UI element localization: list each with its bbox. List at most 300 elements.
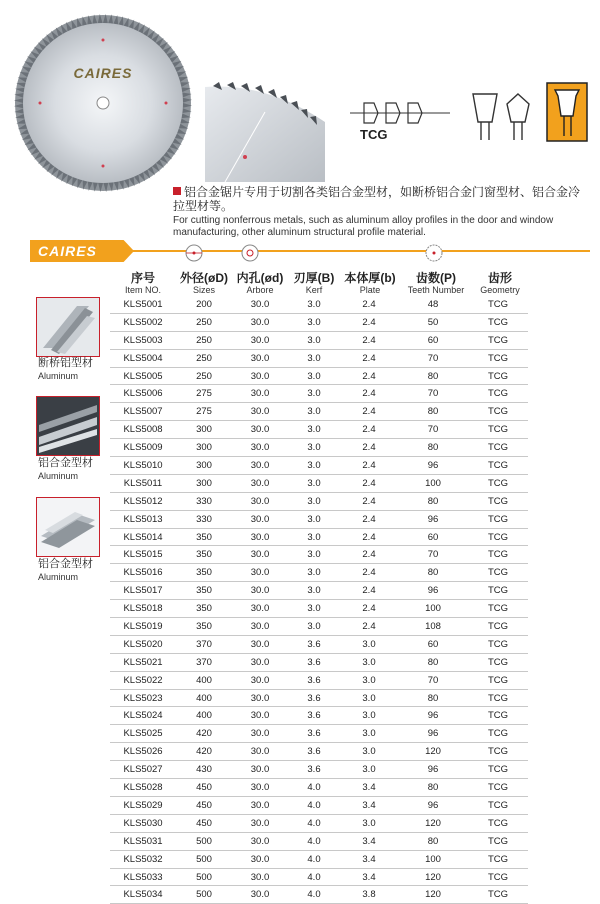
table-row xyxy=(110,332,528,350)
cell-item-no: KLS5027 xyxy=(123,764,163,776)
table-row xyxy=(110,654,528,672)
table-row xyxy=(110,886,528,904)
cell-kerf: 3.6 xyxy=(307,746,321,758)
table-row xyxy=(110,385,528,403)
cell-plate: 3.4 xyxy=(362,853,376,865)
cell-plate: 3.0 xyxy=(362,674,376,686)
cell-arbor: 30.0 xyxy=(250,585,270,597)
table-row xyxy=(110,314,528,332)
cell-size: 350 xyxy=(196,603,212,615)
cell-item-no: KLS5031 xyxy=(123,835,163,847)
cell-size: 275 xyxy=(196,406,212,418)
cell-arbor: 30.0 xyxy=(250,746,270,758)
cell-plate: 2.4 xyxy=(362,495,376,507)
cell-teeth: 70 xyxy=(427,388,439,400)
cell-size: 330 xyxy=(196,513,212,525)
cell-teeth: 80 xyxy=(427,835,439,847)
cell-size: 250 xyxy=(196,352,212,364)
cell-arbor: 30.0 xyxy=(250,853,270,865)
cell-item-no: KLS5003 xyxy=(123,334,163,346)
cell-plate: 2.4 xyxy=(362,460,376,472)
cell-geometry: TCG xyxy=(487,782,509,794)
cell-size: 400 xyxy=(196,674,212,686)
cell-teeth: 100 xyxy=(425,603,441,615)
cell-item-no: KLS5022 xyxy=(123,674,163,686)
table-row xyxy=(110,564,528,582)
teeth-closeup-image xyxy=(205,82,325,182)
cell-kerf: 3.0 xyxy=(307,567,321,579)
cell-item-no: KLS5010 xyxy=(123,460,163,472)
cell-geometry: TCG xyxy=(487,531,509,543)
cell-geometry: TCG xyxy=(487,835,509,847)
cell-size: 400 xyxy=(196,710,212,722)
cell-kerf: 3.6 xyxy=(307,656,321,668)
cell-item-no: KLS5020 xyxy=(123,638,163,650)
cell-teeth: 108 xyxy=(425,621,441,633)
cell-item-no: KLS5034 xyxy=(123,889,163,901)
cell-geometry: TCG xyxy=(487,370,509,382)
cell-arbor: 30.0 xyxy=(250,549,270,561)
table-row xyxy=(110,833,528,851)
cell-kerf: 3.0 xyxy=(307,388,321,400)
bullet-square-icon xyxy=(173,187,181,195)
cell-item-no: KLS5029 xyxy=(123,799,163,811)
table-row xyxy=(110,725,528,743)
cell-geometry: TCG xyxy=(487,495,509,507)
cell-kerf: 3.0 xyxy=(307,352,321,364)
description-en: For cutting nonferrous metals, such as aluminum alloy profiles in the door and window manufacturing, other aluminum structural profile material. xyxy=(173,215,554,238)
cell-item-no: KLS5023 xyxy=(123,692,163,704)
cell-kerf: 3.6 xyxy=(307,764,321,776)
cell-size: 450 xyxy=(196,799,212,811)
description-cn xyxy=(173,185,588,213)
cell-plate: 3.0 xyxy=(362,638,376,650)
cell-item-no: KLS5011 xyxy=(123,477,163,489)
cell-item-no: KLS5005 xyxy=(123,370,163,382)
table-row xyxy=(110,439,528,457)
cell-plate: 2.4 xyxy=(362,370,376,382)
cell-plate: 2.4 xyxy=(362,585,376,597)
cell-geometry: TCG xyxy=(487,567,509,579)
cell-kerf: 3.0 xyxy=(307,603,321,615)
cell-kerf: 3.0 xyxy=(307,334,321,346)
cell-plate: 3.0 xyxy=(362,728,376,740)
cell-teeth: 120 xyxy=(425,871,441,883)
cell-plate: 2.4 xyxy=(362,299,376,310)
cell-size: 250 xyxy=(196,370,212,382)
cell-kerf: 3.0 xyxy=(307,513,321,525)
cell-arbor: 30.0 xyxy=(250,764,270,776)
table-row xyxy=(110,546,528,564)
cell-geometry: TCG xyxy=(487,388,509,400)
material-image-aluminum-1 xyxy=(36,396,100,456)
cell-geometry: TCG xyxy=(487,656,509,668)
cell-plate: 3.0 xyxy=(362,764,376,776)
column-header-size: 外径(øD) Sizes xyxy=(180,271,228,295)
cell-geometry: TCG xyxy=(487,817,509,829)
brand-banner xyxy=(30,240,590,262)
cell-teeth: 60 xyxy=(427,334,439,346)
cell-teeth: 50 xyxy=(427,316,439,328)
material-label-2: 铝合金型材 Aluminum xyxy=(38,457,93,481)
cell-plate: 3.4 xyxy=(362,835,376,847)
cell-kerf: 3.6 xyxy=(307,710,321,722)
cell-size: 420 xyxy=(196,728,212,740)
table-row xyxy=(110,457,528,475)
table-row xyxy=(110,636,528,654)
cell-item-no: KLS5012 xyxy=(123,495,163,507)
table-row xyxy=(110,350,528,368)
cell-plate: 3.0 xyxy=(362,692,376,704)
cell-teeth: 80 xyxy=(427,442,439,454)
cell-item-no: KLS5014 xyxy=(123,531,163,543)
cell-kerf: 3.0 xyxy=(307,424,321,436)
cell-plate: 2.4 xyxy=(362,603,376,615)
table-row xyxy=(110,582,528,600)
column-header-arbor: 内孔(ød) Arbore xyxy=(236,271,284,295)
tcg-label: TCG xyxy=(360,127,388,142)
cell-geometry: TCG xyxy=(487,406,509,418)
cell-plate: 2.4 xyxy=(362,442,376,454)
cell-item-no: KLS5008 xyxy=(123,424,163,436)
cell-plate: 3.8 xyxy=(362,889,376,901)
cell-arbor: 30.0 xyxy=(250,728,270,740)
cell-arbor: 30.0 xyxy=(250,710,270,722)
column-header-item: 序号 Item NO. xyxy=(124,271,161,295)
cell-geometry: TCG xyxy=(487,460,509,472)
cell-size: 500 xyxy=(196,889,212,901)
cell-plate: 3.0 xyxy=(362,817,376,829)
cell-size: 350 xyxy=(196,531,212,543)
cell-geometry: TCG xyxy=(487,889,509,901)
cell-size: 250 xyxy=(196,334,212,346)
material-label-1: 断桥铝型材 Aluminum xyxy=(38,357,93,381)
cell-teeth: 80 xyxy=(427,406,439,418)
cell-geometry: TCG xyxy=(487,477,509,489)
cell-arbor: 30.0 xyxy=(250,817,270,829)
cell-size: 370 xyxy=(196,638,212,650)
saw-blade-image xyxy=(14,14,192,192)
cell-kerf: 3.0 xyxy=(307,477,321,489)
cell-item-no: KLS5002 xyxy=(123,316,163,328)
cell-arbor: 30.0 xyxy=(250,406,270,418)
cell-teeth: 70 xyxy=(427,352,439,364)
cell-geometry: TCG xyxy=(487,424,509,436)
cell-teeth: 96 xyxy=(427,513,439,525)
cell-arbor: 30.0 xyxy=(250,495,270,507)
cell-kerf: 3.0 xyxy=(307,621,321,633)
cell-arbor: 30.0 xyxy=(250,477,270,489)
cell-teeth: 120 xyxy=(425,889,441,901)
cell-geometry: TCG xyxy=(487,746,509,758)
banner-logo: CAIRES xyxy=(38,243,97,259)
cell-item-no: KLS5006 xyxy=(123,388,163,400)
cell-kerf: 3.0 xyxy=(307,299,321,310)
cell-item-no: KLS5004 xyxy=(123,352,163,364)
cell-kerf: 3.6 xyxy=(307,692,321,704)
cell-arbor: 30.0 xyxy=(250,513,270,525)
cell-teeth: 60 xyxy=(427,531,439,543)
cell-geometry: TCG xyxy=(487,638,509,650)
cell-teeth: 120 xyxy=(425,817,441,829)
cell-size: 300 xyxy=(196,477,212,489)
cell-size: 400 xyxy=(196,692,212,704)
material-label-3: 铝合金型材 Aluminum xyxy=(38,558,93,582)
cell-geometry: TCG xyxy=(487,334,509,346)
cell-size: 420 xyxy=(196,746,212,758)
cell-teeth: 96 xyxy=(427,710,439,722)
cell-arbor: 30.0 xyxy=(250,442,270,454)
cell-arbor: 30.0 xyxy=(250,388,270,400)
cell-item-no: KLS5015 xyxy=(123,549,163,561)
cell-size: 350 xyxy=(196,585,212,597)
cell-item-no: KLS5019 xyxy=(123,621,163,633)
cell-kerf: 4.0 xyxy=(307,817,321,829)
column-header-geometry: 齿形 Geometry xyxy=(480,271,520,295)
cell-item-no: KLS5025 xyxy=(123,728,163,740)
table-row xyxy=(110,511,528,529)
cell-geometry: TCG xyxy=(487,316,509,328)
cell-geometry: TCG xyxy=(487,710,509,722)
cell-size: 300 xyxy=(196,460,212,472)
cell-item-no: KLS5018 xyxy=(123,603,163,615)
outer-diameter-icon xyxy=(184,243,204,263)
table-row xyxy=(110,618,528,636)
cell-size: 350 xyxy=(196,621,212,633)
cell-teeth: 80 xyxy=(427,370,439,382)
cell-size: 350 xyxy=(196,567,212,579)
cell-size: 300 xyxy=(196,424,212,436)
cell-kerf: 3.0 xyxy=(307,370,321,382)
cell-teeth: 48 xyxy=(427,299,439,310)
cell-geometry: TCG xyxy=(487,692,509,704)
table-row xyxy=(110,851,528,869)
cell-kerf: 4.0 xyxy=(307,835,321,847)
cell-kerf: 4.0 xyxy=(307,871,321,883)
spec-table xyxy=(110,296,528,904)
teeth-number-icon xyxy=(424,243,444,263)
cell-kerf: 3.6 xyxy=(307,638,321,650)
cell-geometry: TCG xyxy=(487,352,509,364)
arbor-icon xyxy=(240,243,260,263)
table-row xyxy=(110,815,528,833)
cell-item-no: KLS5026 xyxy=(123,746,163,758)
cell-arbor: 30.0 xyxy=(250,531,270,543)
cell-geometry: TCG xyxy=(487,513,509,525)
cell-geometry: TCG xyxy=(487,299,509,310)
cell-plate: 3.4 xyxy=(362,782,376,794)
cell-teeth: 70 xyxy=(427,674,439,686)
cell-size: 500 xyxy=(196,871,212,883)
table-row xyxy=(110,296,528,314)
table-row xyxy=(110,797,528,815)
cell-size: 500 xyxy=(196,853,212,865)
cell-arbor: 30.0 xyxy=(250,299,270,310)
cell-size: 450 xyxy=(196,817,212,829)
material-image-thermal-break xyxy=(36,297,100,357)
cell-kerf: 4.0 xyxy=(307,782,321,794)
table-row xyxy=(110,707,528,725)
cell-plate: 2.4 xyxy=(362,424,376,436)
cell-geometry: TCG xyxy=(487,764,509,776)
cell-item-no: KLS5017 xyxy=(123,585,163,597)
cell-item-no: KLS5013 xyxy=(123,513,163,525)
cell-arbor: 30.0 xyxy=(250,638,270,650)
cell-geometry: TCG xyxy=(487,799,509,811)
cell-arbor: 30.0 xyxy=(250,424,270,436)
cell-plate: 2.4 xyxy=(362,334,376,346)
cell-kerf: 3.6 xyxy=(307,728,321,740)
cell-geometry: TCG xyxy=(487,585,509,597)
cell-arbor: 30.0 xyxy=(250,316,270,328)
tooth-alternate-icon xyxy=(503,92,533,142)
column-header-kerf: 刃厚(B) Kerf xyxy=(293,271,335,295)
cell-kerf: 3.6 xyxy=(307,674,321,686)
cell-arbor: 30.0 xyxy=(250,334,270,346)
material-image-aluminum-2 xyxy=(36,497,100,557)
cell-teeth: 120 xyxy=(425,746,441,758)
table-row xyxy=(110,421,528,439)
cell-plate: 2.4 xyxy=(362,406,376,418)
cell-size: 250 xyxy=(196,316,212,328)
cell-kerf: 4.0 xyxy=(307,799,321,811)
cell-size: 430 xyxy=(196,764,212,776)
cell-plate: 2.4 xyxy=(362,531,376,543)
cell-arbor: 30.0 xyxy=(250,656,270,668)
cell-geometry: TCG xyxy=(487,674,509,686)
cell-arbor: 30.0 xyxy=(250,674,270,686)
cell-item-no: KLS5032 xyxy=(123,853,163,865)
cell-arbor: 30.0 xyxy=(250,835,270,847)
cell-kerf: 3.0 xyxy=(307,406,321,418)
cell-arbor: 30.0 xyxy=(250,799,270,811)
cell-plate: 2.4 xyxy=(362,621,376,633)
cell-kerf: 3.0 xyxy=(307,531,321,543)
cell-arbor: 30.0 xyxy=(250,460,270,472)
cell-plate: 3.0 xyxy=(362,656,376,668)
cell-geometry: TCG xyxy=(487,621,509,633)
cell-plate: 2.4 xyxy=(362,513,376,525)
cell-item-no: KLS5009 xyxy=(123,442,163,454)
description-cn-text: 铝合金锯片专用于切割各类铝合金型材，如断桥铝合金门窗型材、铝合金冷拉型材等。 xyxy=(173,185,581,213)
cell-size: 370 xyxy=(196,656,212,668)
cell-geometry: TCG xyxy=(487,603,509,615)
cell-geometry: TCG xyxy=(487,871,509,883)
cell-size: 200 xyxy=(196,299,212,310)
cell-kerf: 3.0 xyxy=(307,316,321,328)
cell-plate: 2.4 xyxy=(362,352,376,364)
cell-teeth: 96 xyxy=(427,460,439,472)
cell-size: 500 xyxy=(196,835,212,847)
table-row xyxy=(110,690,528,708)
description xyxy=(173,185,588,239)
tooth-flat-icon xyxy=(470,92,500,142)
cell-arbor: 30.0 xyxy=(250,567,270,579)
cell-teeth: 70 xyxy=(427,549,439,561)
table-row xyxy=(110,368,528,386)
cell-teeth: 80 xyxy=(427,782,439,794)
table-row xyxy=(110,529,528,547)
cell-size: 300 xyxy=(196,442,212,454)
cell-arbor: 30.0 xyxy=(250,871,270,883)
cell-item-no: KLS5021 xyxy=(123,656,163,668)
cell-teeth: 70 xyxy=(427,424,439,436)
cell-size: 330 xyxy=(196,495,212,507)
cell-geometry: TCG xyxy=(487,853,509,865)
cell-arbor: 30.0 xyxy=(250,621,270,633)
cell-size: 275 xyxy=(196,388,212,400)
cell-kerf: 3.0 xyxy=(307,460,321,472)
cell-plate: 3.0 xyxy=(362,710,376,722)
cell-item-no: KLS5001 xyxy=(123,299,163,310)
cell-teeth: 96 xyxy=(427,728,439,740)
cell-item-no: KLS5030 xyxy=(123,817,163,829)
cell-plate: 2.4 xyxy=(362,477,376,489)
cell-plate: 3.0 xyxy=(362,746,376,758)
cell-plate: 3.4 xyxy=(362,799,376,811)
cell-teeth: 100 xyxy=(425,853,441,865)
cell-arbor: 30.0 xyxy=(250,370,270,382)
cell-kerf: 3.0 xyxy=(307,585,321,597)
cell-geometry: TCG xyxy=(487,728,509,740)
cell-teeth: 80 xyxy=(427,495,439,507)
cell-item-no: KLS5024 xyxy=(123,710,163,722)
cell-arbor: 30.0 xyxy=(250,352,270,364)
cell-size: 350 xyxy=(196,549,212,561)
cell-teeth: 100 xyxy=(425,477,441,489)
cell-teeth: 96 xyxy=(427,585,439,597)
cell-teeth: 80 xyxy=(427,567,439,579)
table-row xyxy=(110,475,528,493)
cell-teeth: 80 xyxy=(427,656,439,668)
cell-arbor: 30.0 xyxy=(250,889,270,901)
table-row xyxy=(110,672,528,690)
column-header-teeth: 齿数(P) Teeth Number xyxy=(407,271,465,295)
table-row xyxy=(110,779,528,797)
cell-plate: 3.4 xyxy=(362,871,376,883)
cell-size: 450 xyxy=(196,782,212,794)
table-row xyxy=(110,600,528,618)
cell-kerf: 3.0 xyxy=(307,495,321,507)
column-header-plate: 本体厚(b) Plate xyxy=(344,271,396,295)
cell-arbor: 30.0 xyxy=(250,692,270,704)
table-row xyxy=(110,761,528,779)
cell-teeth: 96 xyxy=(427,764,439,776)
cell-kerf: 3.0 xyxy=(307,549,321,561)
cell-item-no: KLS5007 xyxy=(123,406,163,418)
cell-plate: 2.4 xyxy=(362,388,376,400)
cell-plate: 2.4 xyxy=(362,567,376,579)
blade-logo: CAIRES xyxy=(73,65,133,81)
tooth-tcg-selected-icon xyxy=(546,82,588,142)
table-row xyxy=(110,403,528,421)
cell-geometry: TCG xyxy=(487,442,509,454)
cell-kerf: 4.0 xyxy=(307,853,321,865)
table-row xyxy=(110,869,528,887)
cell-kerf: 4.0 xyxy=(307,889,321,901)
cell-teeth: 96 xyxy=(427,799,439,811)
cell-arbor: 30.0 xyxy=(250,603,270,615)
cell-plate: 2.4 xyxy=(362,549,376,561)
cell-kerf: 3.0 xyxy=(307,442,321,454)
cell-item-no: KLS5016 xyxy=(123,567,163,579)
table-row xyxy=(110,493,528,511)
table-row xyxy=(110,743,528,761)
cell-item-no: KLS5033 xyxy=(123,871,163,883)
cell-arbor: 30.0 xyxy=(250,782,270,794)
cell-geometry: TCG xyxy=(487,549,509,561)
cell-plate: 2.4 xyxy=(362,316,376,328)
